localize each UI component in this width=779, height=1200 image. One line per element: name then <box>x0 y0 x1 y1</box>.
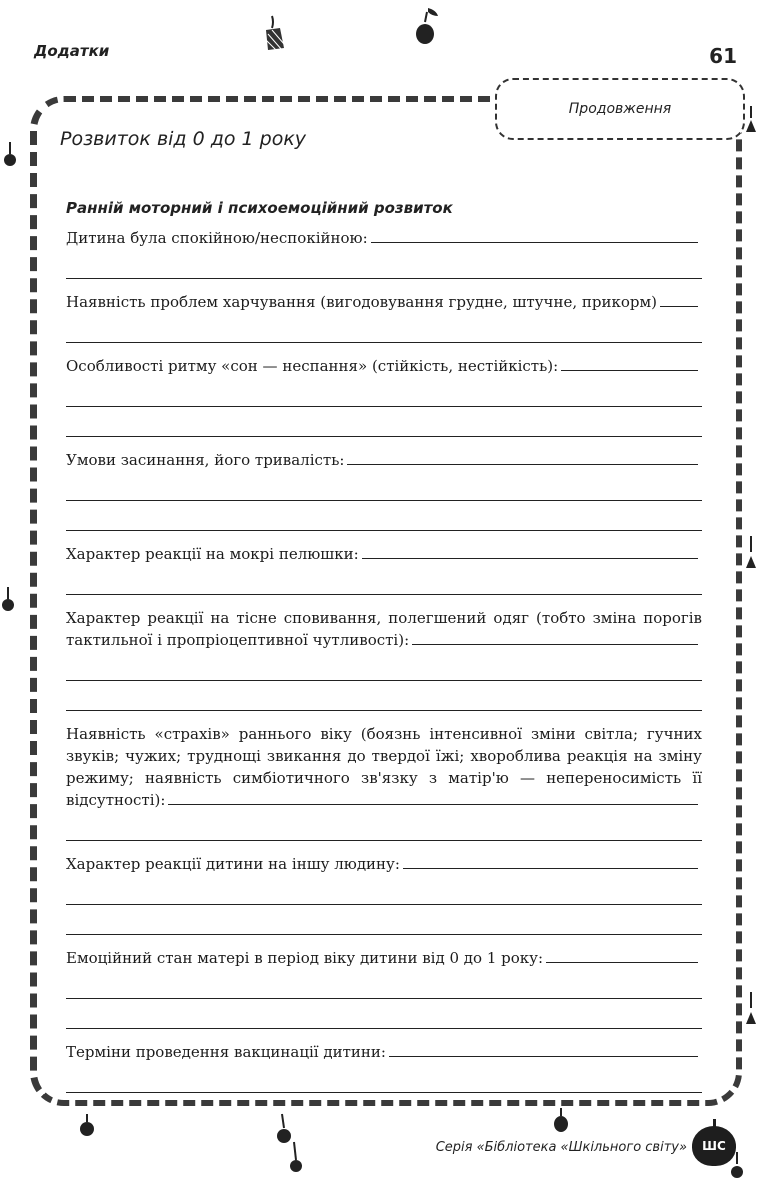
answer-line[interactable] <box>561 356 698 371</box>
field-label-row <box>66 543 702 565</box>
answer-line[interactable] <box>66 501 702 531</box>
answer-line[interactable] <box>66 313 702 343</box>
apple-icon <box>744 104 758 134</box>
answer-line[interactable] <box>546 948 698 963</box>
field-label: Наявність проблем харчування (вигодовування грудне, штучне, прикорм) <box>66 293 660 311</box>
field-label: Дитина була спокійною/неспокійною: <box>66 229 371 247</box>
field-label: Терміни проведення вакцинації дитини: <box>66 1043 389 1061</box>
answer-line[interactable] <box>412 630 698 645</box>
apple-icon <box>744 534 758 570</box>
form-field <box>66 449 702 531</box>
form-field <box>66 355 702 437</box>
form-field <box>66 853 702 935</box>
page-header-section: Додатки <box>34 42 110 60</box>
answer-line[interactable] <box>371 228 698 243</box>
form-field <box>66 291 702 343</box>
field-label-row <box>66 227 702 249</box>
answer-line[interactable] <box>403 854 698 869</box>
answer-line[interactable] <box>66 651 702 681</box>
answer-line[interactable] <box>66 875 702 905</box>
field-label-row <box>66 947 702 969</box>
answer-line[interactable] <box>66 407 702 437</box>
answer-line[interactable] <box>347 450 698 465</box>
apple-icon <box>412 6 442 46</box>
field-label: Особливості ритму «сон — неспання» (стійкість, нестійкість): <box>66 357 561 375</box>
answer-line[interactable] <box>66 565 702 595</box>
field-label: Емоційний стан матері в період віку дитини від 0 до 1 року: <box>66 949 546 967</box>
continuation-tab: Продовження <box>495 78 745 140</box>
answer-line[interactable] <box>66 377 702 407</box>
answer-line[interactable] <box>66 811 702 841</box>
tassel-icon <box>262 14 288 54</box>
page-number: 61 <box>709 44 737 68</box>
form-title: Розвиток від 0 до 1 року <box>60 128 307 150</box>
field-label-row <box>66 449 702 471</box>
answer-line[interactable] <box>168 790 698 805</box>
form-field <box>66 947 702 1029</box>
publisher-logo: ШС <box>692 1126 736 1166</box>
field-label: Характер реакції на мокрі пелюшки: <box>66 545 362 563</box>
field-label: Характер реакції на тісне сповивання, полегшений одяг (тобто зміна порогів тактильної і пропріоцептивної чутливості): <box>66 609 702 649</box>
series-footer: Серія «Бібліотека «Шкільного світу» <box>435 1140 687 1155</box>
answer-line[interactable] <box>660 292 698 307</box>
field-label-row <box>66 291 702 313</box>
form-field <box>66 607 702 711</box>
form-field <box>66 543 702 595</box>
form-field <box>66 227 702 279</box>
answer-line[interactable] <box>66 905 702 935</box>
answer-line[interactable] <box>389 1042 698 1057</box>
answer-line[interactable] <box>66 969 702 999</box>
answer-line[interactable] <box>66 681 702 711</box>
field-label: Характер реакції дитини на іншу людину: <box>66 855 403 873</box>
apple-icon <box>744 990 758 1026</box>
apple-icon <box>552 1106 570 1134</box>
field-label-row <box>66 607 702 651</box>
field-label: Умови засинання, його тривалість: <box>66 451 347 469</box>
answer-line[interactable] <box>66 249 702 279</box>
form-field <box>66 1041 702 1093</box>
field-label-row <box>66 723 702 811</box>
apple-icon <box>0 585 16 615</box>
answer-line[interactable] <box>66 1063 702 1093</box>
answer-line[interactable] <box>66 999 702 1029</box>
form-field <box>66 723 702 841</box>
tassel-icon <box>268 1112 308 1174</box>
answer-line[interactable] <box>66 471 702 501</box>
form-fields <box>66 227 702 1093</box>
answer-line[interactable] <box>362 544 698 559</box>
apple-icon <box>2 140 18 170</box>
form-subtitle: Ранній моторний і психоемоційний розвиток <box>66 199 453 217</box>
apple-icon <box>78 1112 96 1138</box>
field-label: Наявність «страхів» раннього віку (боязнь інтенсивної зміни світла; гучних звуків; чужих; труднощі звикання до твердої їжі; хвороблива реакція на зміну режиму; наявність симбіотичного зв'язку з матір'ю — непереносимість її відсутності): <box>66 725 702 809</box>
field-label-row <box>66 853 702 875</box>
field-label-row <box>66 1041 702 1063</box>
field-label-row <box>66 355 702 377</box>
